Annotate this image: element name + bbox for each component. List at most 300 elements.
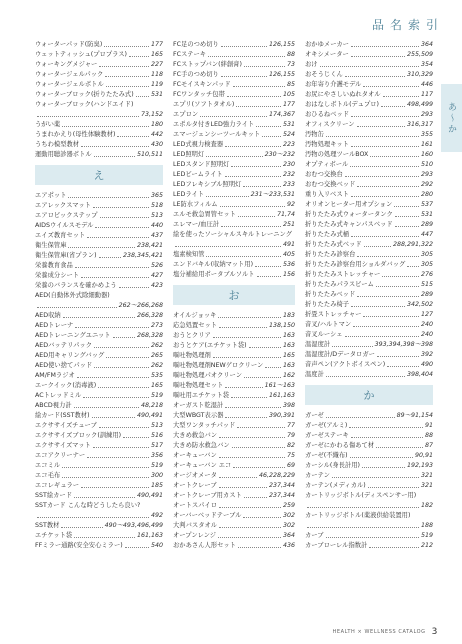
entry-page: 518: [150, 202, 163, 209]
index-entry[interactable]: [173, 461, 295, 471]
entry-page: 180: [150, 121, 163, 128]
index-entry[interactable]: [305, 90, 433, 100]
dot-leader: [213, 337, 281, 338]
entry-page: 127: [420, 311, 433, 318]
index-entry[interactable]: [173, 521, 295, 531]
entry-page: 519: [420, 532, 433, 539]
entry-name: 折りたたみ診察台用ショルダバッグ: [305, 261, 406, 268]
index-entry[interactable]: [35, 70, 163, 80]
index-entry[interactable]: [305, 330, 433, 340]
entry-name: オーバーベッドテーブル: [173, 512, 242, 519]
entry-page: 302: [282, 522, 295, 529]
index-entry[interactable]: [305, 50, 433, 60]
entry-page: 230: [282, 161, 295, 168]
entry-name: エアレックスマット: [35, 202, 91, 209]
index-entry[interactable]: [35, 521, 163, 531]
index-entry[interactable]: [173, 361, 295, 371]
entry-page: 354: [420, 61, 433, 68]
entry-page: 289: [420, 291, 433, 298]
index-column-3: [305, 40, 433, 551]
entry-page: 446: [420, 81, 433, 88]
index-entry[interactable]: [173, 411, 295, 421]
index-entry[interactable]: [305, 310, 433, 320]
index-entry[interactable]: [35, 331, 163, 341]
index-entry[interactable]: [35, 391, 163, 401]
index-entry[interactable]: [305, 501, 433, 511]
index-entry[interactable]: [173, 351, 295, 361]
entry-page: 393,394,398〜398: [374, 341, 433, 348]
index-entry[interactable]: [35, 461, 163, 471]
index-entry[interactable]: [173, 541, 295, 551]
index-entry[interactable]: [35, 120, 163, 130]
index-entry[interactable]: [35, 351, 163, 361]
index-entry[interactable]: [305, 120, 433, 130]
index-entry[interactable]: [173, 230, 295, 240]
index-entry[interactable]: [173, 401, 295, 411]
index-entry[interactable]: [173, 170, 295, 180]
index-entry[interactable]: [173, 240, 295, 250]
section-header: か: [305, 385, 433, 405]
entry-name: LED式視力検査器: [173, 141, 224, 148]
dot-leader: [383, 96, 419, 97]
index-entry[interactable]: [305, 230, 433, 240]
index-entry[interactable]: [35, 361, 163, 371]
index-entry[interactable]: [305, 531, 433, 541]
dot-leader: [208, 56, 285, 57]
index-entry[interactable]: [173, 150, 295, 160]
index-entry[interactable]: [305, 80, 433, 90]
entry-name: おむつ交換台: [305, 171, 343, 178]
entry-page: 262: [150, 342, 163, 349]
index-entry[interactable]: [173, 431, 295, 441]
entry-name: おうとクリア: [173, 332, 211, 339]
entry-name: エアポット: [35, 192, 67, 199]
index-entry[interactable]: [35, 431, 163, 441]
dot-leader: [357, 256, 419, 257]
index-entry[interactable]: [173, 210, 295, 220]
entry-name: 折りたたみ診察台: [305, 251, 356, 258]
entry-name: オーキューバン: [173, 452, 217, 459]
index-entry[interactable]: [305, 441, 433, 451]
entry-name: LEDフレキシブル照明灯: [173, 181, 242, 188]
entry-name: カートリッジボトル(ディスペンサー用): [305, 492, 417, 499]
index-entry[interactable]: [173, 391, 295, 401]
index-entry[interactable]: [35, 471, 163, 481]
entry-page: 321: [420, 482, 433, 489]
dot-leader: [363, 86, 419, 87]
entry-page: 240: [420, 331, 433, 338]
index-entry[interactable]: [173, 441, 295, 451]
entry-name: 塩分補給用ポータブルソルト: [173, 271, 255, 278]
dot-leader: [87, 237, 149, 238]
index-entry[interactable]: [35, 191, 163, 201]
index-entry[interactable]: [305, 150, 433, 160]
entry-name: FC足のつめ切り: [173, 41, 219, 48]
index-entry[interactable]: [305, 280, 433, 290]
index-entry[interactable]: [173, 130, 295, 140]
index-entry[interactable]: [305, 250, 433, 260]
entry-name: カートリッジボトル(薬液供給装置用): [305, 512, 411, 519]
index-entry[interactable]: [305, 270, 433, 280]
index-entry[interactable]: [305, 521, 433, 531]
index-entry[interactable]: [173, 471, 295, 481]
entry-page: 262〜266,268: [118, 302, 163, 309]
entry-page: 71,74: [276, 211, 295, 218]
entry-page: 436: [282, 542, 295, 549]
index-entry[interactable]: [305, 70, 433, 80]
dot-leader: [233, 467, 285, 468]
index-entry[interactable]: [305, 170, 433, 180]
index-entry[interactable]: [173, 321, 295, 331]
index-entry[interactable]: [173, 160, 295, 170]
dot-leader: [395, 216, 419, 217]
side-tab[interactable]: [441, 84, 462, 152]
index-entry[interactable]: [173, 371, 295, 381]
index-entry[interactable]: [35, 501, 163, 511]
index-entry[interactable]: [173, 90, 295, 100]
index-entry[interactable]: [305, 491, 433, 501]
index-entry[interactable]: [173, 260, 295, 270]
index-entry[interactable]: [35, 211, 163, 221]
entry-name: エコミル: [35, 462, 61, 469]
index-entry[interactable]: [305, 360, 433, 370]
index-entry[interactable]: [305, 210, 433, 220]
dot-leader: [225, 146, 281, 147]
entry-page: 185: [150, 482, 163, 489]
entry-page: 223: [282, 141, 295, 148]
index-entry[interactable]: [305, 411, 433, 421]
entry-page: 440: [150, 222, 163, 229]
index-entry[interactable]: [35, 221, 163, 231]
index-entry[interactable]: [173, 451, 295, 461]
dot-leader: [94, 156, 135, 157]
dot-leader: [236, 106, 281, 107]
entry-name: 汚物缶: [305, 131, 324, 138]
entry-name: 応急処置セット: [173, 322, 218, 329]
index-entry[interactable]: [35, 371, 163, 381]
dot-leader: [63, 317, 135, 318]
index-entry[interactable]: [305, 421, 433, 431]
index-entry[interactable]: [35, 150, 163, 160]
index-entry[interactable]: [35, 491, 163, 501]
dot-leader: [407, 266, 419, 267]
index-entry[interactable]: [173, 140, 295, 150]
entry-name: ガーゼ: [305, 412, 324, 419]
dot-leader: [238, 216, 275, 217]
entry-name: 音叉ルーシェ: [305, 331, 343, 338]
index-entry[interactable]: [305, 481, 433, 491]
index-entry[interactable]: [173, 531, 295, 541]
index-entry[interactable]: [305, 340, 433, 350]
index-entry[interactable]: [35, 231, 163, 241]
entry-page: 519: [150, 462, 163, 469]
entry-name: 折りたたみストレッチャー: [305, 271, 381, 278]
index-entry[interactable]: [305, 290, 433, 300]
index-entry[interactable]: [35, 40, 163, 50]
index-entry[interactable]: [305, 110, 433, 120]
index-entry[interactable]: [305, 60, 433, 70]
index-entry[interactable]: [173, 421, 295, 431]
entry-page: 536: [282, 261, 295, 268]
entry-page: 265: [150, 352, 163, 359]
entry-name: オイルジョッキ: [173, 312, 217, 319]
index-entry[interactable]: [173, 481, 295, 491]
index-entry[interactable]: [173, 120, 295, 130]
index-entry[interactable]: [173, 50, 295, 60]
index-entry[interactable]: [35, 281, 163, 291]
entry-page: 524: [282, 131, 295, 138]
index-entry[interactable]: [173, 190, 295, 200]
entry-name: エコアクリーナー: [35, 452, 86, 459]
dot-leader: [326, 417, 395, 418]
index-entry[interactable]: [305, 451, 433, 461]
index-entry[interactable]: [173, 220, 295, 230]
side-tab-label: あ〜か: [446, 101, 456, 135]
index-entry[interactable]: [173, 70, 295, 80]
index-entry[interactable]: [35, 130, 163, 140]
index-entry[interactable]: [35, 511, 163, 521]
entry-page: 498,499: [406, 101, 433, 108]
index-entry[interactable]: [35, 531, 163, 541]
index-entry[interactable]: [35, 271, 163, 281]
index-entry[interactable]: [305, 140, 433, 150]
entry-page: 177: [150, 41, 163, 48]
entry-name: お年寄り介護モデル: [305, 81, 362, 88]
entry-page: 88: [286, 51, 295, 58]
index-entry[interactable]: [35, 50, 163, 60]
entry-page: 537: [420, 201, 433, 208]
dot-leader: [74, 537, 135, 538]
index-entry[interactable]: [305, 130, 433, 140]
dot-leader: [345, 176, 419, 177]
entry-page: 212: [420, 542, 433, 549]
index-entry[interactable]: [173, 40, 295, 50]
index-entry[interactable]: [305, 370, 433, 380]
entry-name: 温湿度計/Dデータロガー: [305, 351, 375, 358]
entry-name: おはなしボトル(デュプロ): [305, 101, 379, 108]
entry-name: オフィスクリーン: [305, 121, 355, 128]
entry-page: 231〜233,531: [250, 191, 295, 198]
entry-name: オプティボール: [305, 161, 349, 168]
entry-page: 355: [420, 131, 433, 138]
index-entry[interactable]: [305, 260, 433, 270]
dot-leader: [219, 487, 267, 488]
entry-page: 490,491: [136, 492, 163, 499]
index-entry[interactable]: [35, 441, 163, 451]
dot-leader: [257, 276, 281, 277]
index-entry[interactable]: [305, 431, 433, 441]
entry-page: 513: [150, 212, 163, 219]
page-footer: [333, 627, 439, 637]
dot-leader: [95, 227, 149, 228]
dot-leader: [369, 547, 419, 548]
dot-leader: [364, 246, 391, 247]
entry-name: AIDSウイルスモデル: [35, 222, 94, 229]
entry-page: 321: [420, 472, 433, 479]
index-entry[interactable]: [35, 90, 163, 100]
entry-name: エクササイズマット: [35, 442, 91, 449]
index-entry[interactable]: [35, 110, 163, 120]
dot-leader: [37, 307, 117, 308]
index-entry[interactable]: [35, 100, 163, 110]
index-entry[interactable]: [305, 461, 433, 471]
index-entry[interactable]: [173, 331, 295, 341]
entry-page: 310,329: [406, 71, 433, 78]
entry-page: 232: [282, 171, 295, 178]
dot-leader: [387, 366, 419, 367]
entry-name: AED(自動体外式除細動器): [35, 292, 110, 299]
index-entry[interactable]: [173, 501, 295, 511]
index-entry[interactable]: [173, 311, 295, 321]
page-number: 3: [431, 627, 438, 637]
index-entry[interactable]: [305, 180, 433, 190]
index-entry[interactable]: [35, 251, 163, 261]
entry-page: 165: [150, 51, 163, 58]
entry-name: 大判バスタオル: [173, 522, 218, 529]
index-entry[interactable]: [305, 190, 433, 200]
entry-name: FCストップバン(絆創膏): [173, 61, 242, 68]
dot-leader: [94, 367, 149, 368]
index-entry[interactable]: [35, 451, 163, 461]
index-entry[interactable]: [305, 240, 433, 250]
index-entry[interactable]: [35, 241, 163, 251]
dot-leader: [265, 367, 281, 368]
index-entry[interactable]: [173, 381, 295, 391]
dot-leader: [351, 146, 419, 147]
dot-leader: [381, 106, 405, 107]
entry-name: エンドバキル(収納マット用): [173, 261, 254, 268]
entry-page: 79: [286, 432, 295, 439]
index-entry[interactable]: [35, 301, 163, 311]
dot-leader: [326, 537, 419, 538]
entry-page: 174,367: [268, 111, 295, 118]
entry-page: 405: [282, 251, 295, 258]
index-entry[interactable]: [35, 321, 163, 331]
index-entry[interactable]: [173, 110, 295, 120]
entry-page: 398,404: [406, 371, 433, 378]
index-entry[interactable]: [305, 100, 433, 110]
index-entry[interactable]: [305, 160, 433, 170]
entry-name: 折りたたみベッド: [305, 291, 356, 298]
entry-page: 531: [150, 91, 163, 98]
entry-name: ウェットティッシュ(プロプラス): [35, 51, 127, 58]
entry-page: 302: [282, 512, 295, 519]
entry-page: 293: [420, 111, 433, 118]
entry-page: 364: [282, 532, 295, 539]
entry-name: ウォータージェルパック: [35, 71, 104, 78]
index-entry[interactable]: [173, 100, 295, 110]
index-entry[interactable]: [173, 60, 295, 70]
index-entry[interactable]: [305, 320, 433, 330]
dot-leader: [68, 247, 134, 248]
entry-name: エクササイズブロック(訓練用): [35, 432, 122, 439]
entry-page: 490〜493,496,499: [104, 522, 163, 529]
entry-name: ウォータージェルボトル: [35, 81, 104, 88]
entry-page: 510: [420, 161, 433, 168]
entry-name: 汚物の処理ツールBOX: [305, 151, 369, 158]
entry-name: オーキューバン エコ: [173, 462, 232, 469]
index-entry[interactable]: [305, 471, 433, 481]
dot-leader: [219, 327, 267, 328]
index-entry[interactable]: [173, 180, 295, 190]
entry-name: AM/FMラジオ: [35, 372, 75, 379]
index-entry[interactable]: [35, 80, 163, 90]
index-entry[interactable]: [173, 200, 295, 210]
entry-page: 292: [420, 181, 433, 188]
entry-page: 82: [286, 442, 295, 449]
entry-name: 折りたたみ式ベッド: [305, 241, 362, 248]
index-entry[interactable]: [305, 200, 433, 210]
entry-name: 嘔吐物処理剤: [173, 352, 211, 359]
dot-leader: [74, 497, 135, 498]
dot-leader: [307, 507, 419, 508]
index-entry[interactable]: [35, 291, 163, 301]
index-entry[interactable]: [35, 261, 163, 271]
index-entry[interactable]: [35, 60, 163, 70]
index-entry[interactable]: [35, 311, 163, 321]
index-entry[interactable]: [35, 401, 163, 411]
entry-page: 513: [150, 422, 163, 429]
dot-leader: [93, 447, 149, 448]
dot-leader: [68, 197, 148, 198]
index-entry[interactable]: [305, 300, 433, 310]
index-entry[interactable]: [35, 140, 163, 150]
index-entry[interactable]: [173, 250, 295, 260]
dot-leader: [81, 277, 149, 278]
section-header: お: [173, 285, 295, 305]
index-entry[interactable]: [35, 481, 163, 491]
index-entry[interactable]: [173, 80, 295, 90]
index-entry[interactable]: [173, 341, 295, 351]
entry-page: 517: [150, 442, 163, 449]
entry-page: 90,91: [414, 452, 433, 459]
dot-leader: [233, 86, 285, 87]
index-entry[interactable]: [173, 270, 295, 280]
dot-leader: [394, 206, 419, 207]
index-entry[interactable]: [173, 511, 295, 521]
index-entry[interactable]: [173, 491, 295, 501]
entry-name: ガーゼ(アルミ): [305, 422, 348, 429]
entry-page: 437: [150, 232, 163, 239]
entry-page: 89〜91,154: [396, 412, 433, 419]
dot-leader: [220, 206, 285, 207]
entry-page: 88: [424, 432, 433, 439]
dot-leader: [221, 46, 267, 47]
index-entry[interactable]: [305, 40, 433, 50]
index-entry[interactable]: [35, 341, 163, 351]
entry-name: おかあさん人形セット: [173, 542, 236, 549]
entry-name: 栄養成分シート: [35, 272, 80, 279]
entry-page: 117: [420, 91, 433, 98]
index-entry[interactable]: [305, 220, 433, 230]
dot-leader: [81, 146, 149, 147]
index-entry[interactable]: [35, 421, 163, 431]
entry-page: 227: [150, 61, 163, 68]
index-entry[interactable]: [305, 541, 433, 551]
entry-name: FFミラー通路(安全安心ミラー): [35, 542, 123, 549]
entry-page: 342,502: [406, 301, 433, 308]
index-entry[interactable]: [305, 511, 433, 521]
dot-leader: [219, 507, 281, 508]
index-entry[interactable]: [305, 350, 433, 360]
entry-name: LE防水フィルム: [173, 201, 218, 208]
index-entry[interactable]: [35, 541, 163, 551]
entry-name: 折りたたみパラスビーム: [305, 281, 374, 288]
dot-leader: [357, 186, 419, 187]
index-entry[interactable]: [35, 411, 163, 421]
index-entry[interactable]: [35, 381, 163, 391]
index-entry[interactable]: [35, 201, 163, 211]
